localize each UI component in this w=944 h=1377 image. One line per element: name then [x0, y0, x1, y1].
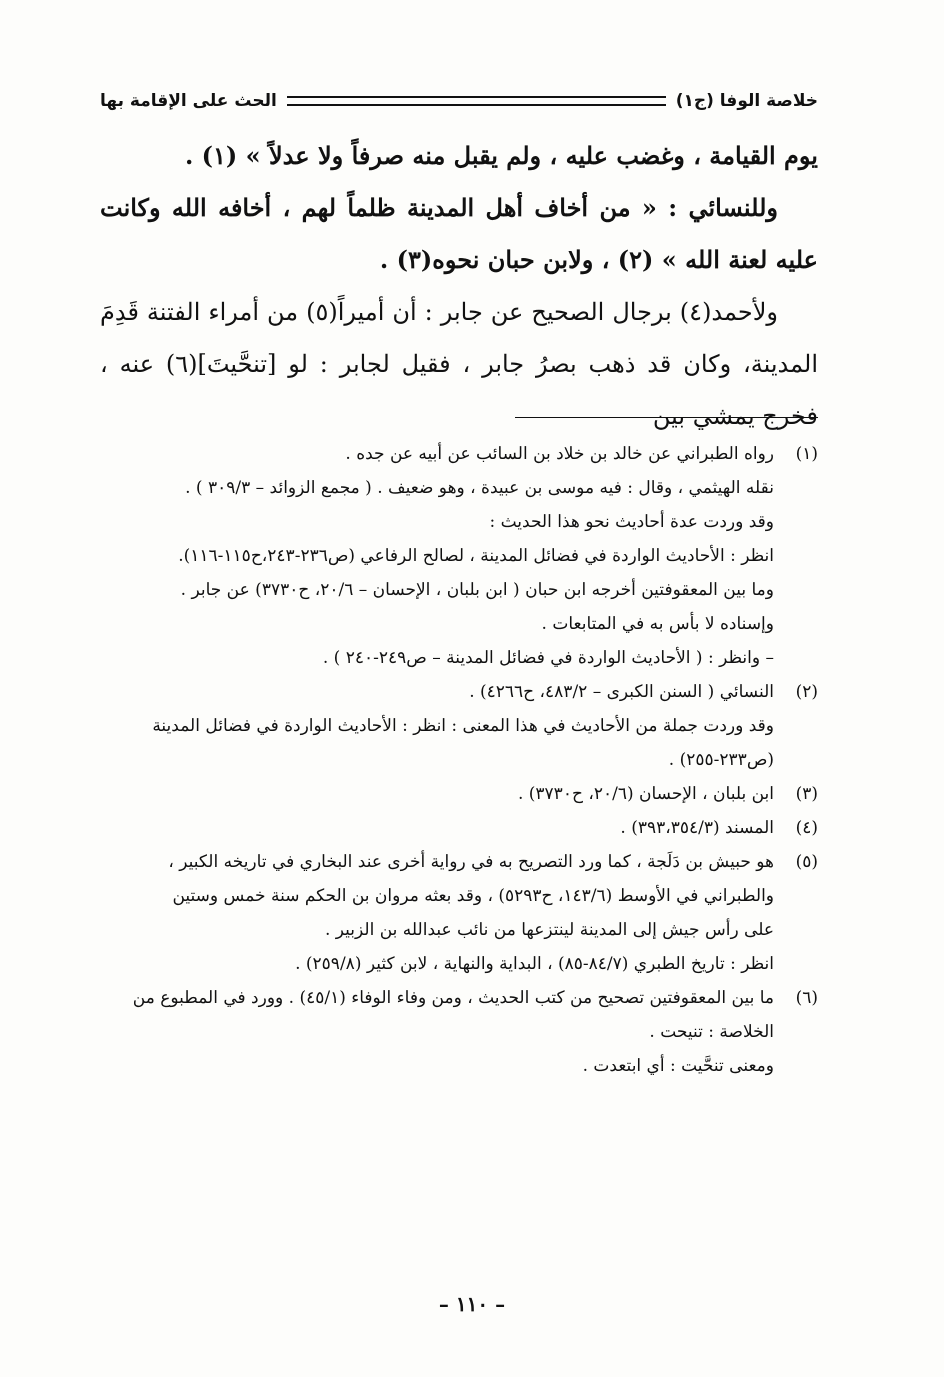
footnote-item	[100, 845, 818, 981]
footnote-body	[100, 675, 774, 777]
main-paragraph-3: ولأحمد(٤) برجال الصحيح عن جابر : أن أميراً(٥) من أمراء الفتنة قَدِمَ المدينة، وكان قد ذهب بصرُ جابر ، فقيل لجابر : لو [تنحَّيتَ](٦) عنه ، فخرج يمشي بين	[100, 298, 818, 430]
footnote-number: (٤)	[795, 818, 818, 838]
footnote-line: والطبراني في الأوسط (١٤٣/٦، ح٥٢٩٣) ، وقد بعثه مروان بن الحكم سنة خمس وستين	[172, 886, 774, 906]
page-number: – ١١٠ –	[438, 1292, 506, 1316]
footnote-line: وما بين المعقوفتين أخرجه ابن حبان ( ابن بلبان ، الإحسان – ٢٠/٦، ح٣٧٣٠) عن جابر .	[180, 580, 774, 600]
footnote-body	[100, 437, 774, 675]
footnote-item	[100, 777, 818, 811]
footnote-line: ابن بلبان ، الإحسان (٢٠/٦، ح٣٧٣٠) .	[517, 784, 774, 804]
footnote-line: على رأس جيش إلى المدينة لينتزعها من نائب عبدالله بن الزبير .	[324, 920, 774, 940]
footnote-body	[100, 777, 774, 811]
footnote-item	[100, 437, 818, 675]
footnote-number: (٦)	[795, 988, 818, 1008]
footnote-line: وقد وردت جملة من الأحاديث في هذا المعنى : انظر : الأحاديث الواردة في فضائل المدينة	[152, 716, 774, 736]
footnote-item	[100, 811, 818, 845]
footnote-line: الخلاصة : تنيحت .	[649, 1022, 774, 1042]
footnote-item	[100, 675, 818, 777]
footnote-line: ما بين المعقوفتين تصحيح من كتب الحديث ، ومن وفاء الوفاء (٤٥/١) . وورد في المطبوع من	[132, 988, 774, 1008]
footnote-line: – وانظر : ( الأحاديث الواردة في فضائل المدينة – ص٢٤٩-٢٤٠ ) .	[322, 648, 774, 668]
footnote-line: رواه الطبراني عن خالد بن خلاد بن السائب عن أبيه عن جده .	[345, 444, 774, 464]
footnote-line: وإسناده لا بأس به في المتابعات .	[541, 614, 774, 634]
footnote-line: انظر : تاريخ الطبري (٨٤/٧-٨٥) ، البداية والنهاية ، لابن كثير (٢٥٩/٨) .	[295, 954, 774, 974]
chapter-title: الحث على الإقامة بها	[100, 91, 277, 111]
footnote-body	[100, 981, 774, 1083]
footnote-separator	[515, 417, 818, 418]
running-header	[100, 86, 818, 116]
footnote-line: نقله الهيثمي ، وقال : فيه موسى بن عبيدة ، وهو ضعيف . ( مجمع الزوائد – ٣٠٩/٣ ) .	[185, 478, 774, 498]
footnote-line: المسند (٣٩٣،٣٥٤/٣) .	[620, 818, 774, 838]
header-rule	[287, 96, 666, 106]
footnote-number: (٢)	[795, 682, 818, 702]
footnote-number: (١)	[795, 444, 818, 464]
main-paragraph-2: وللنسائي : « من أخاف أهل المدينة ظلماً لهم ، أخافه الله وكانت عليه لعنة الله » (٢) ، ولابن حبان نحوه(٣) .	[100, 193, 818, 274]
book-title: خلاصة الوفا (ج١)	[675, 91, 818, 111]
footnote-line: وقد وردت عدة أحاديث نحو هذا الحديث :	[489, 512, 774, 532]
main-text	[100, 130, 818, 442]
footnotes	[100, 437, 818, 1083]
footnote-item	[100, 981, 818, 1083]
footnote-line: هو حبيش بن دَلَجة ، كما ورد التصريح به في رواية أخرى عند البخاري في تاريخه الكبير ،	[168, 852, 774, 872]
footnote-line: ومعنى تنحَّيت : أي ابتعدت .	[582, 1056, 774, 1076]
footnote-line: النسائي ( السنن الكبرى – ٤٨٣/٢، ح٤٢٦٦) .	[469, 682, 774, 702]
footnote-body	[100, 811, 774, 845]
footnote-number: (٥)	[795, 852, 818, 872]
footnote-line: (ص٢٣٣-٢٥٥) .	[668, 750, 774, 770]
main-paragraph-1: يوم القيامة ، وغضب عليه ، ولم يقبل منه صرفاً ولا عدلاً » (١) .	[184, 141, 818, 170]
footnote-body	[100, 845, 774, 981]
footnote-line: انظر : الأحاديث الواردة في فضائل المدينة ، لصالح الرفاعي (ص٢٣٦-٢٤٣،ح١١٥-١١٦).	[178, 546, 774, 566]
footnote-number: (٣)	[795, 784, 818, 804]
